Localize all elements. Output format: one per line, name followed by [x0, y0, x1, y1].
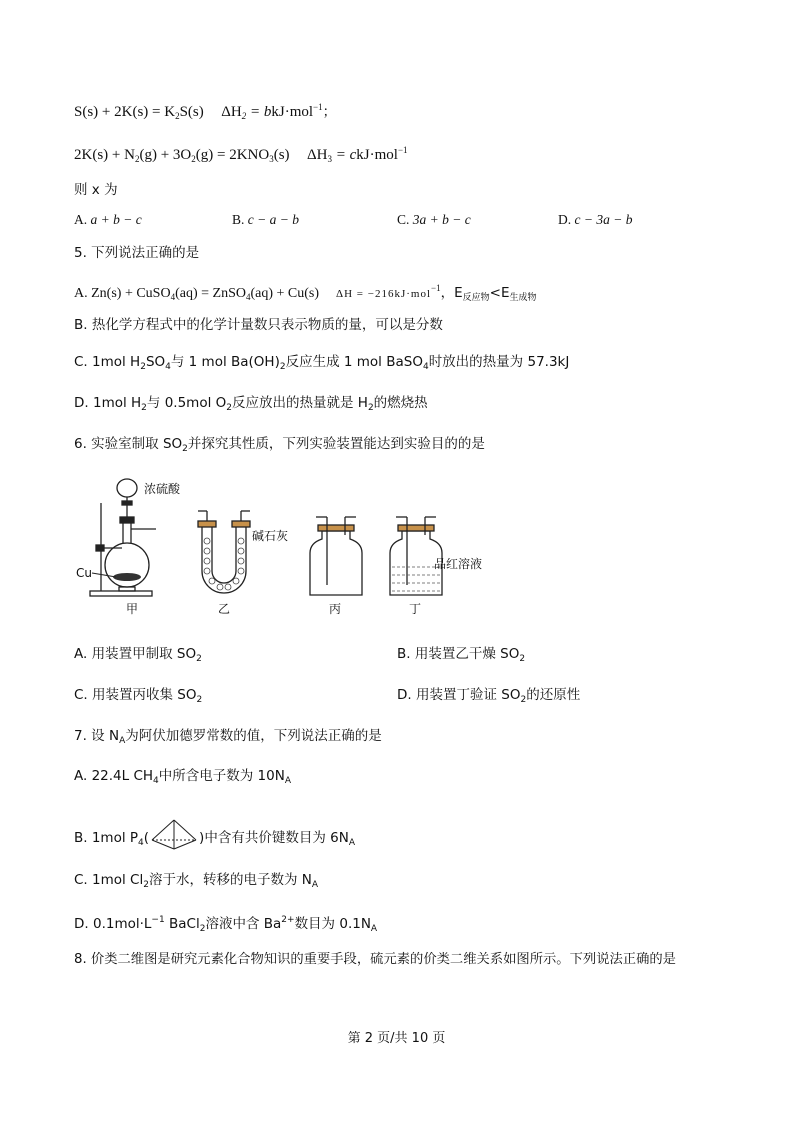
label-acid: 浓硫酸 [144, 482, 181, 496]
dye-solution [392, 567, 440, 591]
q7-option-b[interactable]: B. 1mol $P_4$( )中含有共价键数目为 $6N_A$ [74, 818, 355, 853]
q4-option-c[interactable]: C. 3a + b − c [397, 212, 471, 227]
q6-option-a[interactable]: A. 用装置甲制取 $SO_2$ [74, 646, 202, 664]
q7-option-c[interactable]: C. 1mol $Cl_2$溶于水，转移的电子数为 $N_A$ [74, 872, 319, 890]
q5-option-c[interactable]: C. 1mol $H_2SO_4$与 1 mol $Ba(OH)_2$反应生成 1 mol BaSO$_4$时放出的热量为 57.3kJ [74, 354, 570, 372]
p4-tetrahedron-icon [149, 818, 199, 852]
soda-lime-granules [204, 538, 244, 590]
q7-option-d[interactable]: D. $0.1mol\cdot L^{-1}$ BaCl$_2$溶液中含 $Ba^{2+}$数目为 $0.1N_A$ [74, 915, 378, 934]
q5-stem: 5. 下列说法正确的是 [74, 245, 200, 261]
apparatus-bing [310, 517, 362, 595]
q5-option-a[interactable]: A. Zn(s) + CuSO$_4$(aq) = ZnSO$_4$(aq) + Cu(s) ΔH = −216kJ·mol$^{-1}$，$E_{反应物}<E_{生成物}$ [74, 283, 537, 303]
q7-stem: 7. 设 $N_A$为阿伏加德罗常数的值，下列说法正确的是 [74, 728, 382, 746]
q5-option-d[interactable]: D. 1mol $H_2$与 0.5mol $O_2$反应放出的热量就是 $H_2$的燃烧热 [74, 395, 428, 413]
q5-option-b[interactable]: B. 热化学方程式中的化学计量数只表示物质的量，可以是分数 [74, 317, 443, 333]
label-yi: 乙 [218, 602, 231, 616]
q6-stem: 6. 实验室制取 $SO_2$并探究其性质，下列实验装置能达到实验目的的是 [74, 436, 485, 454]
q8-stem: 8. 价类二维图是研究元素化合物知识的重要手段，硫元素的价类二维关系如图所示。下列说法正确的是 [74, 952, 676, 967]
q4-option-b[interactable]: B. c − a − b [232, 212, 299, 227]
equation-dh2: $S(s) + 2K(s) = K_2S(s) \Delta H_2 = bkJ\cdot mol^{-1}$； [74, 102, 337, 121]
q4-option-a[interactable]: A. a + b − c [74, 212, 142, 227]
q4-option-d[interactable]: D. c − 3a − b [558, 212, 633, 227]
equation-dh3: $2K(s) + N_2(g) + 3O_2(g) = 2KNO_3(s) \Delta H_3 = ckJ\cdot mol^{-1}$ [74, 145, 408, 164]
label-jia: 甲 [126, 602, 139, 616]
q6-option-d[interactable]: D. 用装置丁验证 $SO_2$的还原性 [397, 687, 581, 705]
label-dye: 品红溶液 [434, 557, 483, 571]
label-lime: 碱石灰 [252, 529, 289, 543]
q6-option-b[interactable]: B. 用装置乙干燥 $SO_2$ [397, 646, 526, 664]
label-bing: 丙 [329, 602, 342, 616]
q4-stem: 则 x 为 [74, 182, 118, 198]
q6-apparatus-figure [74, 473, 504, 623]
q7-option-a[interactable]: A. 22.4L $CH_4$中所含电子数为 $10N_A$ [74, 768, 292, 786]
label-ding: 丁 [409, 602, 422, 616]
cu-pieces [113, 573, 141, 581]
label-cu: Cu [76, 566, 92, 580]
apparatus-yi [198, 511, 250, 593]
q6-option-c[interactable]: C. 用装置丙收集 $SO_2$ [74, 687, 203, 705]
page-footer: 第 2 页/共 10 页 [347, 1031, 446, 1046]
